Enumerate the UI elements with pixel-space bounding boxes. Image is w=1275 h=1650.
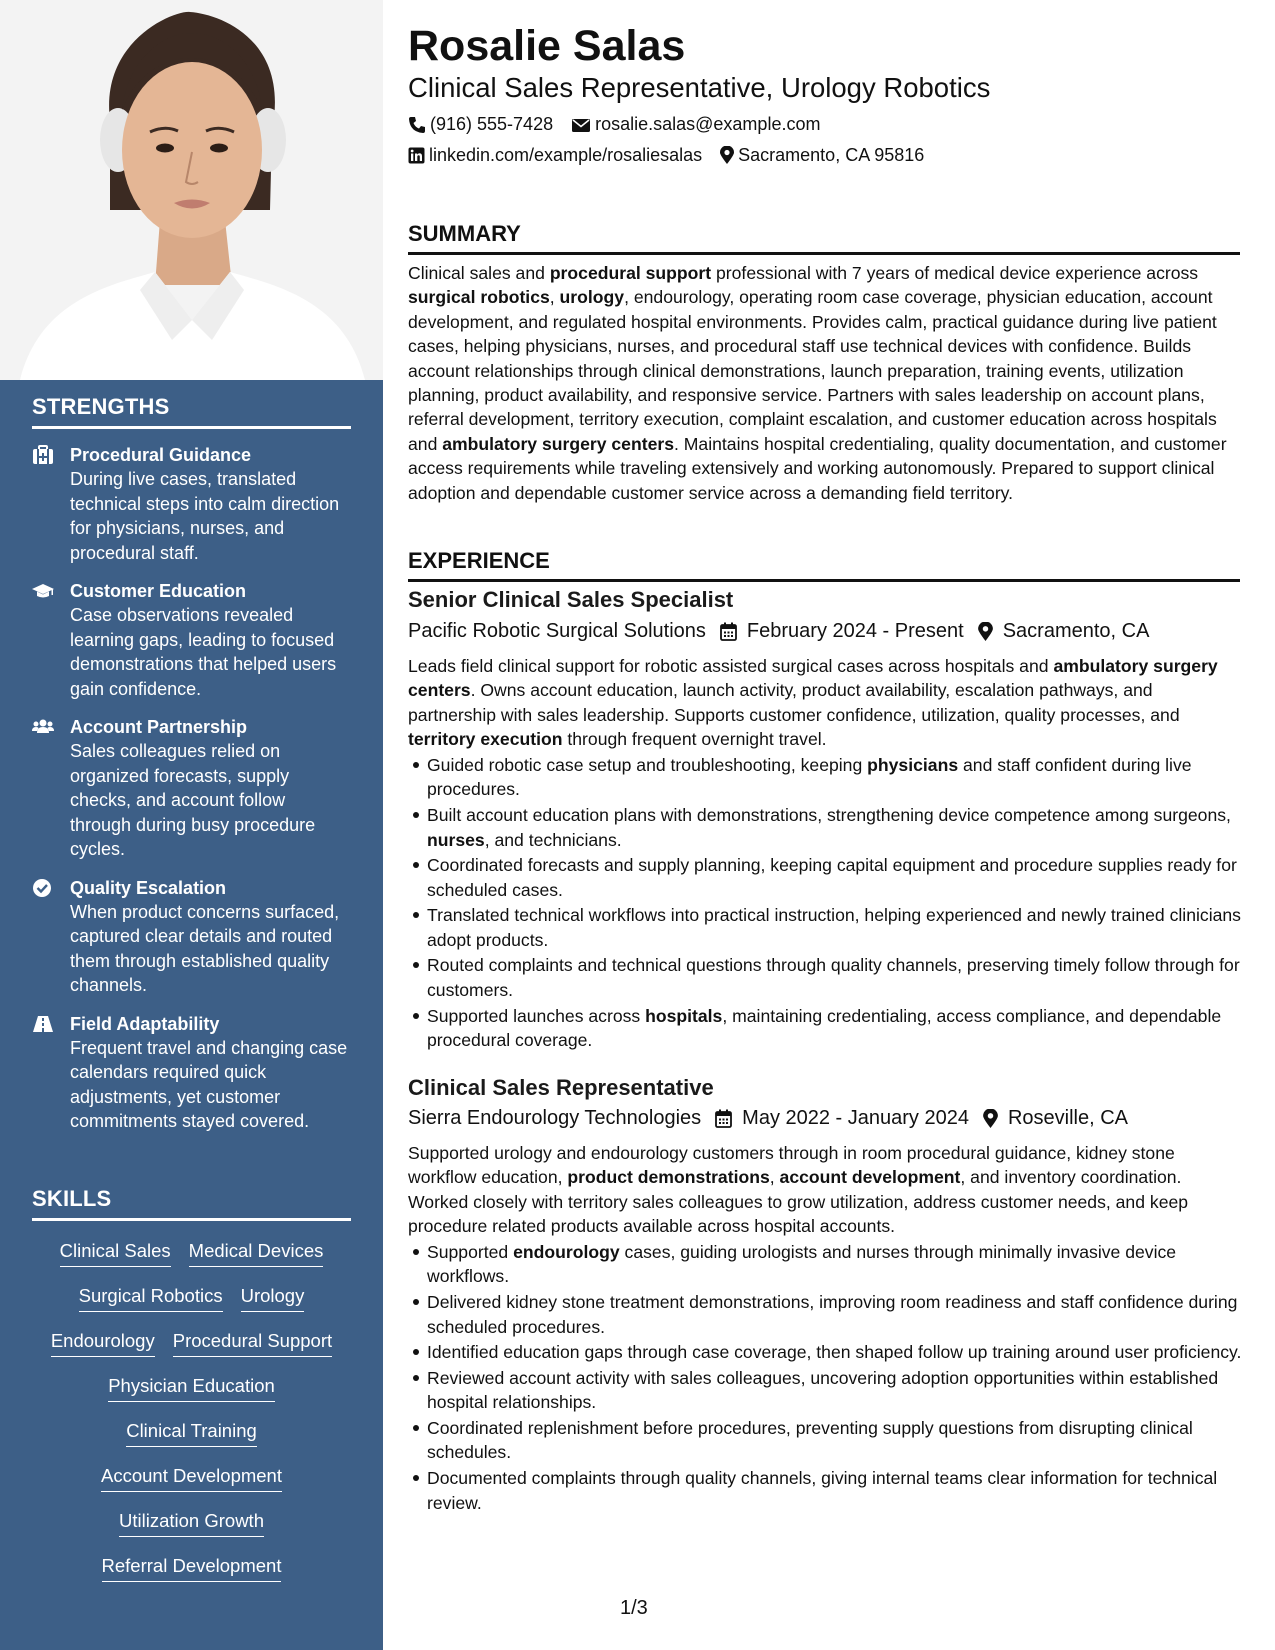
strength-description: Frequent travel and changing case calendars required quick adjustments, yet customer commitments stayed covered.	[70, 1037, 348, 1131]
job-meta	[408, 1107, 1128, 1130]
job-bullets	[408, 1240, 1259, 1516]
bold-keyword: urology	[559, 287, 625, 308]
skill-tag: Clinical Training	[126, 1418, 257, 1447]
map-pin-icon	[983, 1109, 998, 1129]
skill-tag: Clinical Sales	[60, 1238, 171, 1267]
skill-tag: Utilization Growth	[119, 1508, 264, 1537]
strength-title: Quality Escalation	[70, 877, 227, 898]
strength-item	[32, 579, 351, 701]
company-name: Pacific Robotic Surgical Solutions	[408, 620, 706, 642]
bold-keyword: physicians	[867, 755, 959, 775]
bullet-item: Guided robotic case setup and troubleshooting, keeping physicians and staff confident during live procedures.	[427, 753, 1259, 802]
strength-description: Case observations revealed learning gaps, leading to focused demonstrations that helped users gain confidence.	[70, 605, 337, 699]
graduation-cap-icon	[32, 581, 54, 601]
skill-tag: Endourology	[51, 1328, 155, 1357]
job-bullets	[408, 753, 1259, 1054]
skill-tag: Medical Devices	[189, 1238, 324, 1267]
location-text: Sacramento, CA 95816	[738, 145, 925, 165]
skill-tag: Referral Development	[102, 1553, 282, 1582]
map-pin-icon	[978, 622, 993, 642]
skill-tag: Procedural Support	[173, 1328, 332, 1357]
skills-section	[32, 1186, 351, 1589]
job-meta	[408, 620, 1149, 643]
strength-item	[32, 876, 351, 998]
job-location: Sacramento, CA	[1002, 620, 1150, 642]
sidebar	[0, 0, 383, 1650]
job-description: Supported urology and endourology customers through in room procedural guidance, kidney stone workflow education, product demonstrations, account development, and inventory coordination. Worked closely with territory sales colleagues to grow utilization, address customer needs, and keep procedure related products available across hospital accounts.	[408, 1143, 1189, 1237]
skill-tag: Account Development	[101, 1463, 282, 1492]
bold-keyword: ambulatory surgery centers	[408, 656, 1218, 701]
job-description: Leads field clinical support for robotic assisted surgical cases across hospitals and ambulatory surgery centers. Owns account education, launch activity, product availability, escalation pathways, and partnership with sales leadership. Supports customer confidence, utilization, quality processes, and territory execution through frequent overnight travel.	[408, 656, 1218, 750]
strength-title: Account Partnership	[70, 717, 248, 737]
bold-keyword: product demonstrations	[567, 1167, 770, 1188]
strength-item	[32, 715, 351, 862]
candidate-title: Clinical Sales Representative, Urology Robotics	[408, 72, 991, 103]
calendar-icon	[720, 622, 737, 641]
summary-heading: SUMMARY	[408, 221, 1240, 255]
bullet-item: Reviewed account activity with sales colleagues, uncovering adoption opportunities within established hospital relationships.	[427, 1366, 1259, 1415]
bold-keyword: endourology	[513, 1242, 620, 1262]
strength-title: Field Adaptability	[70, 1013, 220, 1034]
calendar-icon	[715, 1109, 732, 1128]
users-icon	[32, 717, 54, 737]
phone-icon	[408, 116, 426, 134]
email-link[interactable]: rosalie.salas@example.com	[595, 114, 821, 134]
bullet-item: Supported launches across hospitals, maintaining credentialing, access compliance, and dependable procedural coverage.	[427, 1004, 1259, 1053]
location-contact	[720, 145, 924, 166]
check-circle-icon	[32, 878, 54, 898]
bullet-item: Supported endourology cases, guiding urologists and nurses through minimally invasive device workflows.	[427, 1240, 1259, 1289]
bullet-item: Documented complaints through quality channels, giving internal teams clear information for technical review.	[427, 1466, 1259, 1515]
road-icon	[32, 1014, 54, 1034]
portrait-image	[0, 0, 383, 380]
phone-text: (916) 555-7428	[430, 114, 554, 134]
bullet-item: Routed complaints and technical questions through quality channels, preserving timely follow through for customers.	[427, 953, 1259, 1002]
bullet-item: Identified education gaps through case coverage, then shaped follow up training around user proficiency.	[427, 1340, 1259, 1364]
map-pin-icon	[720, 146, 734, 165]
linkedin-contact[interactable]	[408, 145, 702, 166]
medical-kit-icon	[32, 445, 54, 465]
job-title: Clinical Sales Representative	[408, 1075, 714, 1100]
strength-item	[32, 1012, 351, 1134]
skills-list	[32, 1229, 351, 1589]
skill-tag: Urology	[241, 1283, 305, 1312]
job-title: Senior Clinical Sales Specialist	[408, 587, 734, 612]
phone-contact	[408, 114, 553, 135]
job-dates: May 2022 - January 2024	[742, 1107, 969, 1129]
bold-keyword: ambulatory surgery centers	[442, 433, 674, 454]
strength-description: During live cases, translated technical steps into calm direction for physicians, nurses, and procedural staff.	[70, 469, 340, 563]
strength-title: Customer Education	[70, 581, 247, 601]
strengths-section	[32, 394, 351, 1134]
bold-keyword: territory execution	[408, 729, 563, 750]
company-name: Sierra Endourology Technologies	[408, 1107, 702, 1129]
strength-description: Sales colleagues relied on organized forecasts, supply checks, and account follow through during busy procedure cycles.	[70, 741, 316, 859]
bold-keyword: hospitals	[645, 1005, 723, 1026]
linkedin-link[interactable]: linkedin.com/example/rosaliesalas	[429, 145, 703, 165]
bold-keyword: nurses	[427, 829, 485, 850]
envelope-icon	[571, 117, 591, 133]
experience-heading: EXPERIENCE	[408, 548, 1240, 582]
contact-row-2	[408, 145, 942, 166]
bold-keyword: procedural support	[549, 263, 712, 283]
strength-description: When product concerns surfaced, captured clear details and routed them through established quality channels.	[70, 901, 340, 995]
summary-text: Clinical sales and procedural support professional with 7 years of medical device experience across surgical robotics, urology, endourology, operating room case coverage, physician education, account development, and regulated hospital environments. Provides calm, practical guidance during live patient cases, helping physicians, nurses, and procedural staff use technical devices with confidence. Builds account relationships through clinical demonstrations, launch preparation, training events, utilization planning, product availability, and responsive service. Partners with sales leadership on account plans, referral development, territory execution, complaint escalation, and customer education across hospitals and ambulatory surgery centers. Maintains hospital credentialing, quality documentation, and customer access requirements while traveling extensively and working autonomously. Prepared to support clinical adoption and dependable customer service across a demanding field territory.	[408, 263, 1227, 503]
skills-heading: SKILLS	[32, 1186, 351, 1221]
skill-tag: Physician Education	[108, 1373, 275, 1402]
bullet-item: Built account education plans with demonstrations, strengthening device competence among surgeons, nurses, and technicians.	[427, 803, 1259, 852]
bold-keyword: surgical robotics	[408, 287, 550, 308]
bullet-item: Coordinated forecasts and supply planning, keeping capital equipment and procedure supplies ready for scheduled cases.	[427, 853, 1259, 902]
linkedin-icon	[408, 147, 425, 164]
skill-tag: Surgical Robotics	[79, 1283, 223, 1312]
email-contact[interactable]	[571, 114, 820, 135]
job-dates: February 2024 - Present	[746, 620, 964, 642]
contact-row-1	[408, 114, 838, 135]
strength-item	[32, 443, 351, 565]
strengths-heading: STRENGTHS	[32, 394, 351, 429]
page-number: 1/3	[620, 1597, 648, 1619]
strength-title: Procedural Guidance	[70, 445, 252, 465]
bullet-item: Coordinated replenishment before procedures, preventing supply questions from disrupting clinical schedules.	[427, 1416, 1259, 1465]
bullet-item: Delivered kidney stone treatment demonstrations, improving room readiness and staff confidence during scheduled procedures.	[427, 1290, 1259, 1339]
job-location: Roseville, CA	[1007, 1107, 1129, 1129]
bold-keyword: account development	[779, 1167, 961, 1188]
profile-photo	[0, 0, 383, 380]
candidate-name: Rosalie Salas	[408, 22, 686, 70]
bullet-item: Translated technical workflows into practical instruction, helping experienced and newly trained clinicians adopt products.	[427, 903, 1259, 952]
